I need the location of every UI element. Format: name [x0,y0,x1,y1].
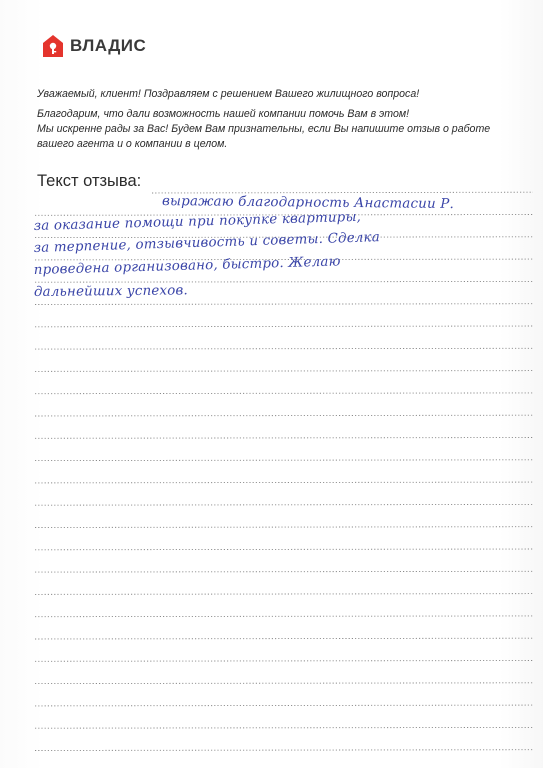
handwritten-line: за терпение, отзывчивость и советы. Сделка [33,230,381,256]
ruled-line [35,281,533,282]
ruled-line [35,616,533,617]
handwritten-line: дальнейших успехов. [33,283,189,300]
handwritten-line: за оказание помощи при покупке квартиры, [33,209,362,234]
review-label: Текст отзыва: [37,172,142,190]
ruled-line [35,705,533,706]
ruled-line [35,683,533,684]
ruled-line [35,482,533,483]
ruled-line [35,527,533,528]
ruled-line [35,571,533,572]
handwritten-line: проведена организовано, быстро. Желаю [33,254,341,278]
ruled-line [35,371,533,372]
intro-request: Мы искренне рады за Вас! Будем Вам признательны, если Вы напишите отзыв о работе [37,123,491,135]
ruled-line [35,504,533,505]
intro-text [37,87,507,152]
brand-logo [42,34,146,58]
ruled-line [35,304,533,305]
ruled-line [35,750,533,751]
ruled-line [35,594,533,595]
ruled-line [35,460,533,461]
ruled-line [35,415,533,416]
ruled-line [35,638,533,639]
ruled-line [35,348,533,349]
ruled-line [35,438,533,439]
ruled-line [35,661,533,662]
ruled-line [35,326,533,327]
handwritten-line: выражаю благодарность Анастасии Р. [162,194,455,213]
intro-request-cont: вашего агента и о компании в целом. [37,138,228,150]
intro-thanks: Благодарим, что дали возможность нашей компании помочь Вам в этом! [37,108,410,120]
ruled-line [35,393,533,394]
ruled-line [35,549,533,550]
intro-greeting: Уважаемый, клиент! Поздравляем с решением Вашего жилищного вопроса! [37,88,420,100]
ruled-line [152,192,533,193]
house-key-icon [42,34,64,58]
ruled-line [35,727,533,728]
brand-name: ВЛАДИС [70,36,147,55]
